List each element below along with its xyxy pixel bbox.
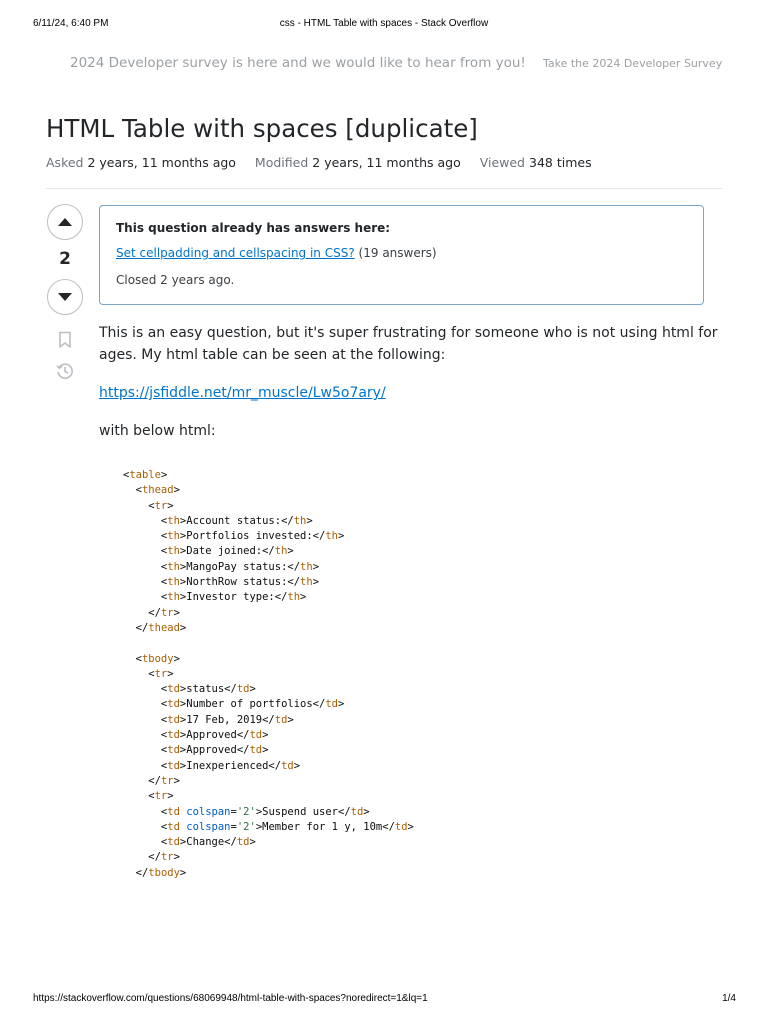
code-token: th [300,560,313,573]
question-body [99,322,719,439]
code-token: < [123,820,168,833]
code-line [123,744,268,756]
code-token: >Account status:</ [179,514,294,527]
code-token: > [167,667,174,680]
code-token: < [123,514,168,527]
print-doc-title: css - HTML Table with spaces - Stack Overflow [279,18,489,29]
code-line [123,607,180,619]
code-token: < [123,545,168,558]
code-token: > [167,499,174,512]
code-token: < [123,759,168,772]
code-token: </ [123,606,161,619]
code-token: < [123,698,168,711]
duplicate-notice [99,205,704,305]
code-token: td [167,729,180,742]
viewed-label: Viewed [479,155,525,170]
code-token: '2' [236,820,256,833]
code-token: < [123,591,168,604]
code-token: tr [154,499,168,512]
code-token: th [167,560,180,573]
code-token: td [236,683,250,696]
code-token: > [160,469,168,481]
code-token: < [123,729,168,742]
code-token: > [173,774,180,787]
code-token: >Member for 1 y, 10m</ [255,820,395,833]
timeline-button[interactable] [55,361,75,385]
code-token: < [123,469,130,481]
code-token: tbody [141,652,174,665]
code-token: > [300,591,307,604]
code-token: td [274,713,288,726]
code-token: < [123,683,168,696]
bookmark-button[interactable] [58,331,72,353]
asked-label: Asked [46,155,84,170]
code-token: > [287,713,294,726]
arrow-up-icon [57,217,73,227]
code-token: th [287,591,301,604]
code-token: > [249,836,256,849]
code-line [123,622,186,634]
survey-banner-link[interactable]: Take the 2024 Developer Survey [542,57,723,70]
print-page-number: 1/4 [722,993,736,1004]
arrow-down-icon [57,292,73,302]
code-token: tr [154,790,168,803]
asked-value[interactable]: 2 years, 11 months ago [87,155,236,170]
code-token: table [129,469,161,481]
code-line [123,561,319,573]
code-token: tr [154,667,168,680]
code-token: > [312,560,320,573]
code-token: < [123,713,168,726]
print-datetime: 6/11/24, 6:40 PM [33,18,109,29]
code-line [123,591,306,603]
code-token: < [123,576,168,589]
duplicate-question-link[interactable]: Set cellpadding and cellspacing in CSS? [116,246,355,260]
code-token: > [262,744,269,757]
code-token: > [179,866,187,879]
code-token: >Investor type:</ [179,591,288,604]
code-token: >Inexperienced</ [179,759,282,772]
code-token: td [167,713,180,726]
code-token: < [123,744,168,757]
code-line [123,515,313,527]
code-line [123,806,370,818]
code-token: < [123,836,168,849]
code-line [123,760,300,772]
code-token: colspan [186,820,231,833]
code-line [123,530,344,542]
print-url: https://stackoverflow.com/questions/68069948/html-table-with-spaces?noredirect=1&lq=1 [33,993,428,1004]
code-token: < [123,805,168,818]
code-token: td [167,759,180,772]
code-token: </ [123,774,161,787]
code-token: tbody [148,866,180,879]
code-token: < [123,790,155,803]
question-meta [46,155,607,170]
code-token: >status</ [179,683,237,696]
code-token: = [230,805,237,818]
code-token: >Date joined:</ [179,545,275,558]
code-token: > [293,759,301,772]
code-token: > [173,484,180,497]
code-token: >NorthRow status:</ [179,576,301,589]
code-token: < [123,560,168,573]
code-token: >Suspend user</ [255,805,351,818]
code-token: td [236,836,250,849]
upvote-button[interactable] [47,204,83,240]
vote-count: 2 [59,249,71,269]
code-token: >Approved</ [179,744,250,757]
code-token: td [249,744,263,757]
code-line [123,545,294,557]
code-token: >Number of portfolios</ [179,698,326,711]
code-token: th [167,545,180,558]
code-token: > [312,576,320,589]
code-token: tr [160,774,174,787]
closed-notice: Closed 2 years ago. [116,273,235,287]
code-token: th [300,576,313,589]
code-token: > [262,729,269,742]
code-token: >17 Feb, 2019</ [179,713,275,726]
code-token: < [123,667,155,680]
code-token: td [167,744,180,757]
code-token: >Portfolios invested:</ [179,530,326,543]
code-token: thead [141,484,174,497]
code-token: th [293,514,307,527]
duplicate-heading: This question already has answers here: [116,221,391,235]
code-token: td [394,820,408,833]
code-token: </ [123,621,149,634]
code-line [123,714,294,726]
code-token: colspan [186,805,231,818]
duplicate-answer-count: (19 answers) [358,246,437,260]
code-line [123,867,186,879]
code-line [123,790,174,802]
code-line [123,469,167,481]
code-line [123,500,174,512]
modified-label: Modified [254,155,309,170]
code-token: >MangoPay status:</ [179,560,301,573]
code-token: > [363,805,370,818]
code-line [123,668,174,680]
code-token: > [287,545,294,558]
code-token: td [167,820,180,833]
viewed-value: 348 times [529,155,592,170]
code-block [123,468,414,881]
code-token: > [173,851,180,864]
code-token: </ [123,851,161,864]
code-line [123,821,414,833]
code-token: > [306,514,313,527]
code-token: = [230,820,237,833]
code-token: th [325,530,338,543]
code-token: th [167,530,180,543]
code-token: tr [160,606,174,619]
code-token: th [274,545,288,558]
code-token: '2' [236,805,256,818]
code-token: > [173,606,180,619]
code-line [123,836,256,848]
code-line [123,576,319,588]
code-token: > [179,621,187,634]
vote-column [46,204,84,385]
survey-banner [70,52,723,71]
code-token: th [167,514,180,527]
code-token: td [350,805,364,818]
code-line [123,775,180,787]
code-token: td [167,698,180,711]
code-token: td [281,759,294,772]
modified-value[interactable]: 2 years, 11 months ago [312,155,461,170]
downvote-button[interactable] [47,279,83,315]
bookmark-icon [58,331,72,349]
code-line [123,653,180,665]
code-token: > [249,683,256,696]
history-icon [55,361,75,381]
header-divider [46,188,722,189]
code-token: < [123,530,168,543]
code-token: > [337,530,345,543]
code-token: > [337,698,345,711]
code-token: th [167,591,180,604]
code-token: th [167,576,180,589]
duplicate-entry [116,246,687,260]
survey-banner-message: 2024 Developer survey is here and we would like to hear from you! [70,55,526,71]
code-token: < [123,484,142,497]
code-token: > [407,820,414,833]
code-token: > [167,790,174,803]
code-token: tr [160,851,174,864]
code-token: td [249,729,263,742]
code-line [123,729,268,741]
code-token: td [167,805,180,818]
body-paragraph: This is an easy question, but it's super frustrating for someone who is not using html for ages. My html table can be seen at the following: [99,325,718,363]
code-token: td [167,836,180,849]
code-token: </ [123,866,149,879]
code-token: < [123,652,142,665]
code-token: thead [148,621,180,634]
code-line [123,698,344,710]
code-line [123,484,180,496]
code-token: >Approved</ [179,729,250,742]
code-token: td [167,683,180,696]
body-paragraph-code-intro: with below html: [99,423,216,439]
code-token: > [173,652,180,665]
jsfiddle-link[interactable]: https://jsfiddle.net/mr_muscle/Lw5o7ary/ [99,385,386,401]
code-line [123,851,180,863]
question-title[interactable]: HTML Table with spaces [duplicate] [46,114,478,143]
code-line [123,683,256,695]
code-token: < [123,499,155,512]
code-token: >Change</ [179,836,237,849]
code-token: td [325,698,338,711]
